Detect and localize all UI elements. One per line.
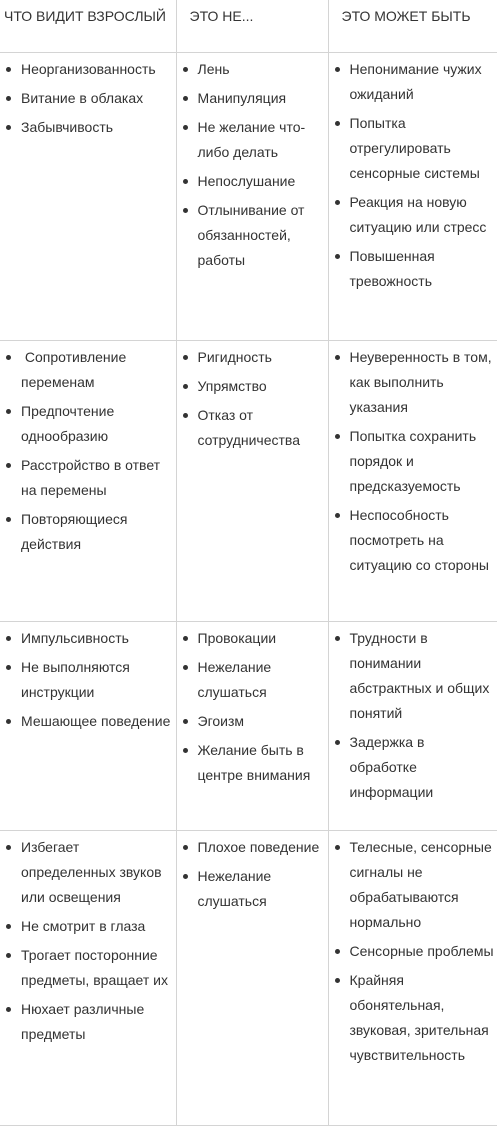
bullet-icon xyxy=(335,355,340,360)
bullet-icon xyxy=(6,463,11,468)
bullet-icon xyxy=(183,67,188,72)
list-item: Лень xyxy=(179,57,326,82)
list-item: Манипуляция xyxy=(179,86,326,111)
cell-adult-sees xyxy=(0,621,176,830)
bullet-icon xyxy=(6,924,11,929)
list-item: Расстройство в ответ на перемены xyxy=(2,453,174,503)
header-it-may-be: ЭТО МОЖЕТ БЫТЬ xyxy=(328,0,497,52)
bullet-list xyxy=(179,835,326,914)
header-row xyxy=(0,0,497,52)
list-item: Непослушание xyxy=(179,169,326,194)
list-item: Упрямство xyxy=(179,374,326,399)
list-item: Витание в облаках xyxy=(2,86,174,111)
cell-it-is-not xyxy=(176,340,328,621)
bullet-icon xyxy=(6,96,11,101)
list-item: Не желание что-либо делать xyxy=(179,115,326,165)
header-it-is-not: ЭТО НЕ... xyxy=(176,0,328,52)
list-item: Провокации xyxy=(179,626,326,651)
cell-adult-sees xyxy=(0,340,176,621)
list-item: Забывчивость xyxy=(2,115,174,140)
bullet-icon xyxy=(6,845,11,850)
bullet-list xyxy=(331,626,496,805)
list-item: Избегает определенных звуков или освещения xyxy=(2,835,174,910)
list-item: Нюхает различные предметы xyxy=(2,997,174,1047)
bullet-icon xyxy=(183,96,188,101)
list-item: Повышенная тревожность xyxy=(331,244,496,294)
bullet-list xyxy=(331,835,496,1068)
list-item: Ригидность xyxy=(179,345,326,370)
list-item: Телесные, сенсорные сигналы не обрабатываются нормально xyxy=(331,835,496,935)
bullet-icon xyxy=(183,413,188,418)
list-item: Желание быть в центре внимания xyxy=(179,738,326,788)
list-item: Повторяющиеся действия xyxy=(2,507,174,557)
bullet-icon xyxy=(183,719,188,724)
bullet-list xyxy=(331,57,496,294)
list-item: Не выполняются инструкции xyxy=(2,655,174,705)
list-item: Попытка отрегулировать сенсорные системы xyxy=(331,111,496,186)
bullet-icon xyxy=(335,845,340,850)
bullet-icon xyxy=(183,355,188,360)
bullet-icon xyxy=(183,636,188,641)
cell-it-may-be xyxy=(328,52,497,340)
cell-it-may-be xyxy=(328,830,497,1125)
list-item: Непонимание чужих ожиданий xyxy=(331,57,496,107)
list-item: Неорганизованность xyxy=(2,57,174,82)
bullet-icon xyxy=(335,434,340,439)
list-item: Отлынивание от обязанностей, работы xyxy=(179,198,326,273)
table-row xyxy=(0,621,497,830)
bullet-icon xyxy=(6,125,11,130)
bullet-icon xyxy=(335,254,340,259)
bullet-icon xyxy=(183,125,188,130)
bullet-list xyxy=(179,626,326,788)
bullet-icon xyxy=(6,409,11,414)
list-item: Сопротивление переменам xyxy=(2,345,174,395)
list-item: Неспособность посмотреть на ситуацию со стороны xyxy=(331,503,496,578)
bullet-icon xyxy=(6,67,11,72)
table-row xyxy=(0,340,497,621)
bullet-list xyxy=(179,57,326,273)
table-row xyxy=(0,52,497,340)
bullet-icon xyxy=(183,874,188,879)
bullet-list xyxy=(2,626,174,734)
cell-adult-sees xyxy=(0,830,176,1125)
bullet-icon xyxy=(335,67,340,72)
header-adult-sees: ЧТО ВИДИТ ВЗРОСЛЫЙ xyxy=(0,0,176,52)
bullet-icon xyxy=(6,1007,11,1012)
list-item: Мешающее поведение xyxy=(2,709,174,734)
list-item: Плохое поведение xyxy=(179,835,326,860)
bullet-icon xyxy=(183,845,188,850)
list-item: Неуверенность в том, как выполнить указания xyxy=(331,345,496,420)
bullet-list xyxy=(2,57,174,140)
list-item: Реакция на новую ситуацию или стресс xyxy=(331,190,496,240)
bullet-icon xyxy=(335,121,340,126)
cell-it-is-not xyxy=(176,621,328,830)
bullet-icon xyxy=(335,636,340,641)
list-item: Крайняя обонятельная, звуковая, зрительная чувствительность xyxy=(331,968,496,1068)
bullet-icon xyxy=(183,748,188,753)
bullet-icon xyxy=(6,665,11,670)
list-item: Трогает посторонние предметы, вращает их xyxy=(2,943,174,993)
bullet-list xyxy=(2,345,174,557)
list-item: Нежелание слушаться xyxy=(179,655,326,705)
list-item: Предпочтение однообразию xyxy=(2,399,174,449)
list-item: Сенсорные проблемы xyxy=(331,939,496,964)
list-item: Отказ от сотрудничества xyxy=(179,403,326,453)
bullet-icon xyxy=(6,636,11,641)
bullet-icon xyxy=(6,953,11,958)
bullet-icon xyxy=(183,665,188,670)
bullet-icon xyxy=(335,949,340,954)
bullet-icon xyxy=(183,384,188,389)
bullet-icon xyxy=(183,179,188,184)
bullet-icon xyxy=(6,719,11,724)
cell-it-may-be xyxy=(328,340,497,621)
list-item: Трудности в понимании абстрактных и общих понятий xyxy=(331,626,496,726)
bullet-icon xyxy=(335,978,340,983)
cell-it-is-not xyxy=(176,52,328,340)
bullet-icon xyxy=(183,208,188,213)
list-item: Импульсивность xyxy=(2,626,174,651)
bullet-icon xyxy=(6,517,11,522)
list-item: Попытка сохранить порядок и предсказуемость xyxy=(331,424,496,499)
list-item: Задержка в обработке информации xyxy=(331,730,496,805)
list-item: Эгоизм xyxy=(179,709,326,734)
cell-adult-sees xyxy=(0,52,176,340)
bullet-icon xyxy=(335,513,340,518)
table-row xyxy=(0,830,497,1125)
bullet-icon xyxy=(335,200,340,205)
cell-it-is-not xyxy=(176,830,328,1125)
list-item: Нежелание слушаться xyxy=(179,864,326,914)
bullet-list xyxy=(331,345,496,578)
bullet-icon xyxy=(6,355,11,360)
cell-it-may-be xyxy=(328,621,497,830)
list-item: Не смотрит в глаза xyxy=(2,914,174,939)
bullet-icon xyxy=(335,740,340,745)
bullet-list xyxy=(179,345,326,453)
bullet-list xyxy=(2,835,174,1047)
